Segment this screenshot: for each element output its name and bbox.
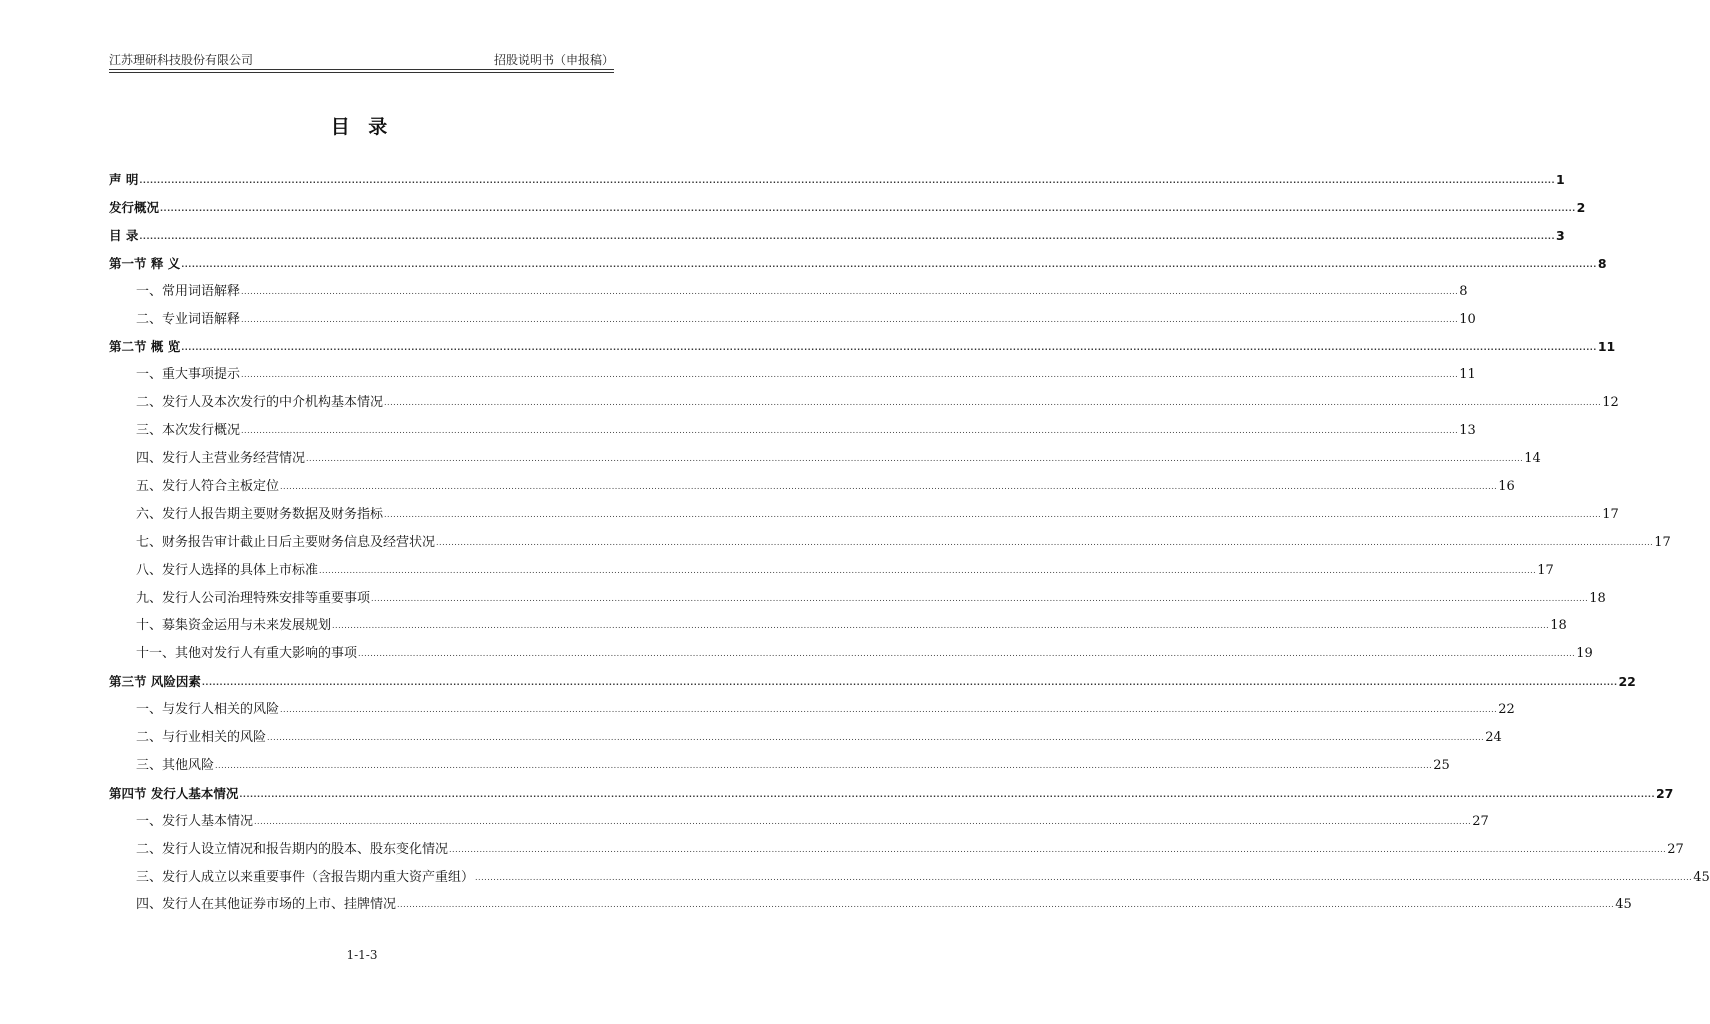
toc-subsection-entry[interactable]: [109, 307, 1476, 333]
toc-dot-leader: ................................................................................................................................................................................................................................................................................................................................................................................................................: [139, 176, 1555, 185]
header-company-name: 江苏理研科技股份有限公司: [109, 53, 254, 67]
toc-entry-label: 八、发行人选择的具体上市标准: [136, 562, 319, 578]
toc-dot-leader: ................................................................................................................................................................................................................................................................................................................................................................................................................: [384, 398, 1602, 408]
toc-dot-leader: ................................................................................................................................................................................................................................................................................................................................................................................................................: [319, 565, 1537, 575]
header-rule-top: [109, 69, 614, 70]
toc-dot-leader: ................................................................................................................................................................................................................................................................................................................................................................................................................: [384, 509, 1602, 519]
toc-subsection-entry[interactable]: [109, 530, 1671, 556]
toc-dot-leader: ................................................................................................................................................................................................................................................................................................................................................................................................................: [181, 259, 1597, 269]
toc-dot-leader: ................................................................................................................................................................................................................................................................................................................................................................................................................: [397, 900, 1615, 910]
toc-section-entry[interactable]: [109, 669, 1636, 695]
toc-dot-leader: ................................................................................................................................................................................................................................................................................................................................................................................................................: [181, 343, 1597, 353]
toc-dot-leader: ................................................................................................................................................................................................................................................................................................................................................................................................................: [160, 203, 1576, 213]
toc-dot-leader: ................................................................................................................................................................................................................................................................................................................................................................................................................: [254, 816, 1472, 826]
page-header: [109, 52, 614, 68]
toc-entry-label: 三、本次发行概况: [136, 423, 241, 439]
toc-dot-leader: ................................................................................................................................................................................................................................................................................................................................................................................................................: [139, 231, 1555, 241]
toc-entry-page-number: 17: [1537, 562, 1554, 578]
toc-entry-label: 二、发行人及本次发行的中介机构基本情况: [136, 395, 384, 411]
page-number: 1-1-3: [346, 948, 378, 962]
toc-subsection-entry[interactable]: [109, 558, 1554, 584]
toc-entry-page-number: 27: [1655, 785, 1674, 801]
toc-entry-label: 一、重大事项提示: [136, 367, 241, 383]
toc-entry-page-number: 45: [1693, 869, 1710, 885]
toc-entry-label: 四、发行人主营业务经营情况: [136, 451, 306, 466]
toc-entry-label: 第二节 概 览: [109, 339, 181, 355]
toc-dot-leader: ................................................................................................................................................................................................................................................................................................................................................................................................................: [241, 314, 1459, 324]
toc-subsection-entry[interactable]: [109, 753, 1450, 779]
toc-dot-leader: ................................................................................................................................................................................................................................................................................................................................................................................................................: [241, 426, 1459, 436]
toc-dot-leader: ................................................................................................................................................................................................................................................................................................................................................................................................................: [306, 454, 1524, 463]
toc-subsection-entry[interactable]: [109, 390, 1619, 416]
toc-entry-label: 第一节 释 义: [109, 255, 181, 271]
toc-entry-label: 发行概况: [109, 199, 160, 215]
toc-subsection-entry[interactable]: [109, 279, 1468, 305]
toc-dot-leader: ................................................................................................................................................................................................................................................................................................................................................................................................................: [241, 286, 1459, 296]
toc-entry-page-number: 18: [1550, 618, 1567, 634]
toc-subsection-entry[interactable]: [109, 502, 1619, 528]
toc-dot-leader: ................................................................................................................................................................................................................................................................................................................................................................................................................: [267, 733, 1485, 742]
toc-dot-leader: ................................................................................................................................................................................................................................................................................................................................................................................................................: [201, 678, 1618, 688]
toc-entry-label: 目 录: [109, 227, 139, 243]
toc-subsection-entry[interactable]: [109, 865, 1710, 891]
toc-subsection-entry[interactable]: [109, 474, 1515, 500]
toc-dot-leader: ................................................................................................................................................................................................................................................................................................................................................................................................................: [280, 481, 1498, 491]
toc-entry-page-number: 1: [1555, 172, 1565, 187]
toc-entry-page-number: 18: [1589, 590, 1606, 606]
toc-entry-label: 七、财务报告审计截止日后主要财务信息及经营状况: [136, 534, 436, 550]
toc-entry-page-number: 25: [1433, 757, 1450, 773]
toc-dot-leader: ................................................................................................................................................................................................................................................................................................................................................................................................................: [475, 872, 1693, 882]
toc-entry-page-number: 22: [1498, 702, 1515, 718]
toc-entry-label: 二、与行业相关的风险: [136, 730, 267, 745]
toc-dot-leader: ................................................................................................................................................................................................................................................................................................................................................................................................................: [241, 370, 1459, 380]
toc-entry-page-number: 17: [1654, 534, 1671, 550]
toc-entry-label: 第四节 发行人基本情况: [109, 785, 239, 801]
toc-entry-label: 声 明: [109, 172, 139, 187]
toc-entry-page-number: 2: [1576, 199, 1586, 215]
toc-subsection-entry[interactable]: [109, 641, 1593, 667]
toc-entry-page-number: 45: [1615, 897, 1632, 913]
toc-entry-page-number: 8: [1597, 255, 1607, 271]
toc-dot-leader: ................................................................................................................................................................................................................................................................................................................................................................................................................: [436, 537, 1654, 547]
toc-dot-leader: ................................................................................................................................................................................................................................................................................................................................................................................................................: [449, 844, 1667, 854]
toc-section-entry[interactable]: [109, 195, 1586, 221]
toc-entry-label: 五、发行人符合主板定位: [136, 478, 280, 494]
toc-entry-label: 六、发行人报告期主要财务数据及财务指标: [136, 506, 384, 522]
toc-entry-page-number: 11: [1597, 339, 1616, 355]
toc-subsection-entry[interactable]: [109, 809, 1489, 835]
toc-dot-leader: ................................................................................................................................................................................................................................................................................................................................................................................................................: [239, 789, 1655, 799]
toc-entry-page-number: 11: [1459, 367, 1476, 383]
toc-section-entry[interactable]: [109, 334, 1616, 360]
toc-entry-page-number: 8: [1459, 283, 1468, 299]
toc-entry-label: 三、其他风险: [136, 757, 215, 773]
toc-entry-label: 一、常用词语解释: [136, 283, 241, 299]
toc-entry-page-number: 3: [1555, 227, 1565, 243]
toc-entry-page-number: 12: [1602, 395, 1619, 411]
toc-subsection-entry[interactable]: [109, 837, 1684, 863]
toc-subsection-entry[interactable]: [109, 892, 1632, 918]
toc-subsection-entry[interactable]: [109, 362, 1476, 388]
toc-dot-leader: ................................................................................................................................................................................................................................................................................................................................................................................................................: [358, 649, 1576, 659]
toc-entry-page-number: 24: [1485, 730, 1502, 745]
toc-entry-label: 二、专业词语解释: [136, 311, 241, 327]
toc-entry-page-number: 17: [1602, 506, 1619, 522]
toc-entry-label: 一、与发行人相关的风险: [136, 702, 280, 718]
toc-entry-label: 十一、其他对发行人有重大影响的事项: [136, 646, 358, 662]
toc-entry-label: 二、发行人设立情况和报告期内的股本、股东变化情况: [136, 841, 449, 857]
toc-entry-page-number: 13: [1459, 423, 1476, 439]
toc-subsection-entry[interactable]: [109, 418, 1476, 444]
toc-dot-leader: ................................................................................................................................................................................................................................................................................................................................................................................................................: [215, 760, 1433, 770]
toc-section-entry[interactable]: [109, 167, 1565, 193]
toc-subsection-entry[interactable]: [109, 697, 1515, 723]
toc-entry-label: 三、发行人成立以来重要事件（含报告期内重大资产重组）: [136, 869, 475, 885]
toc-entry-page-number: 22: [1618, 674, 1636, 690]
toc-section-entry[interactable]: [109, 223, 1565, 249]
toc-section-entry[interactable]: [109, 781, 1674, 807]
toc-entry-page-number: 10: [1459, 311, 1476, 327]
header-document-type: 招股说明书（申报稿）: [493, 53, 614, 67]
toc-entry-page-number: 16: [1498, 478, 1515, 494]
toc-section-entry[interactable]: [109, 251, 1607, 277]
toc-entry-page-number: 19: [1576, 646, 1593, 662]
toc-dot-leader: ................................................................................................................................................................................................................................................................................................................................................................................................................: [280, 705, 1498, 715]
toc-subsection-entry[interactable]: [109, 586, 1606, 612]
page-title: 目 录: [330, 116, 394, 138]
toc-entry-label: 九、发行人公司治理特殊安排等重要事项: [136, 590, 371, 606]
toc-entry-page-number: 27: [1667, 841, 1684, 857]
toc-dot-leader: ................................................................................................................................................................................................................................................................................................................................................................................................................: [371, 593, 1589, 603]
toc-entry-page-number: 27: [1472, 813, 1489, 829]
toc-entry-page-number: 14: [1524, 451, 1541, 466]
toc-subsection-entry[interactable]: [109, 446, 1541, 472]
toc-entry-label: 四、发行人在其他证券市场的上市、挂牌情况: [136, 897, 397, 913]
toc-entry-label: 十、募集资金运用与未来发展规划: [136, 618, 332, 634]
toc-subsection-entry[interactable]: [109, 613, 1567, 639]
toc-entry-label: 一、发行人基本情况: [136, 813, 254, 829]
toc-entry-label: 第三节 风险因素: [109, 674, 201, 690]
toc-dot-leader: ................................................................................................................................................................................................................................................................................................................................................................................................................: [332, 621, 1550, 631]
header-rule-bottom: [109, 72, 614, 73]
toc-subsection-entry[interactable]: [109, 725, 1502, 751]
